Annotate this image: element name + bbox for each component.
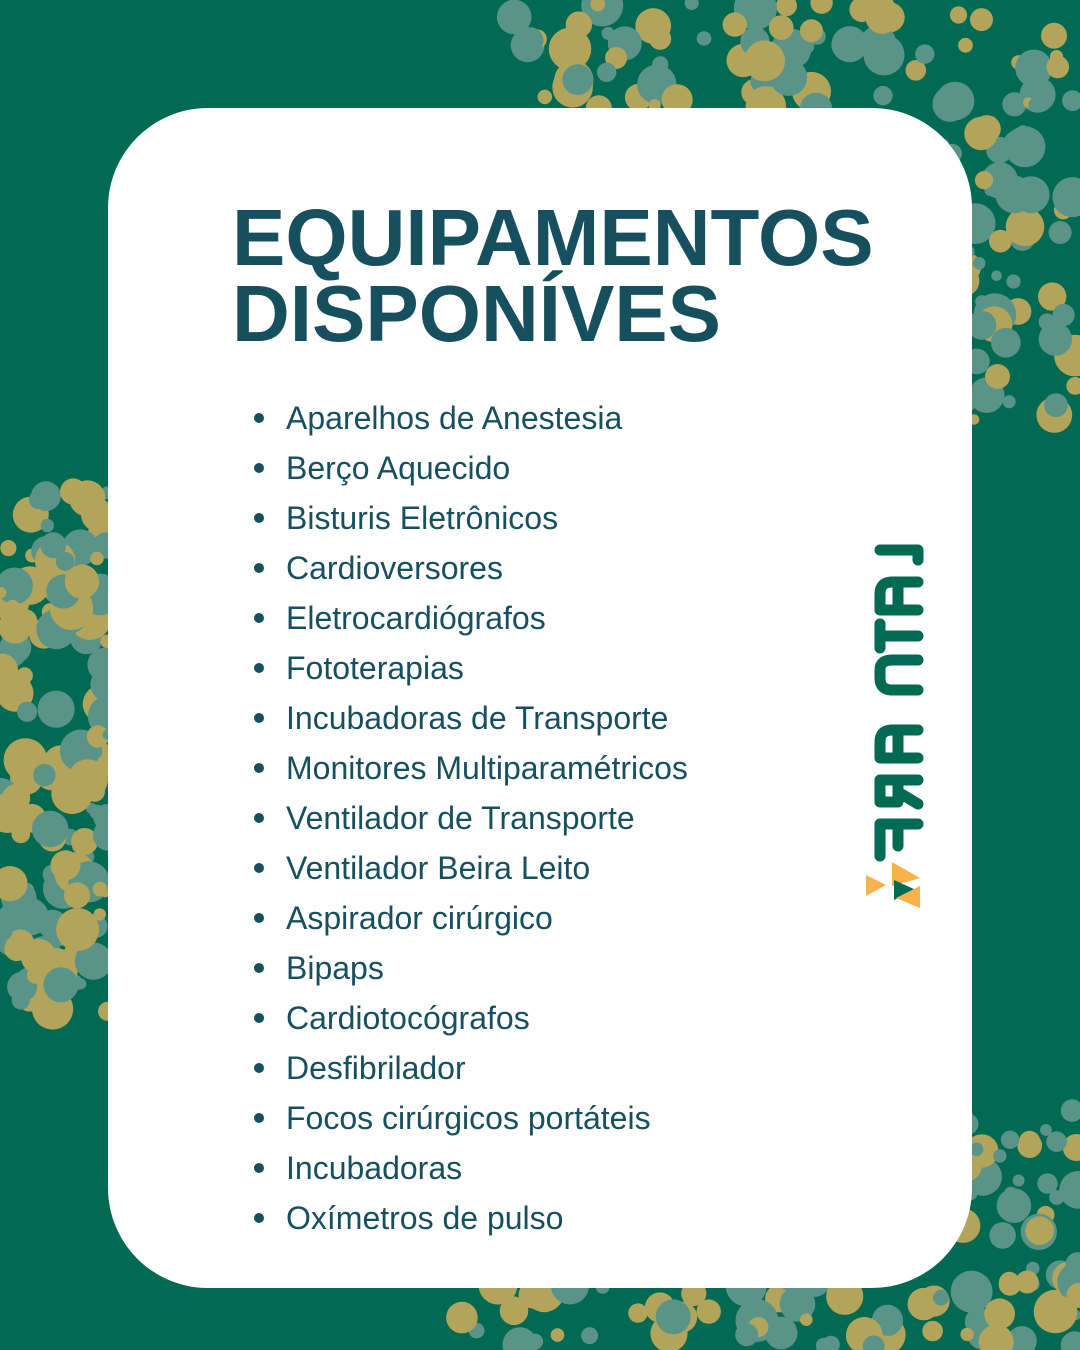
list-item-label: Oxímetros de pulso — [286, 1200, 564, 1236]
list-item-label: Cardiotocógrafos — [286, 1000, 530, 1036]
decor-dot — [446, 1302, 478, 1334]
decor-dot — [800, 19, 823, 42]
decor-dot — [649, 28, 671, 50]
list-item-label: Focos cirúrgicos portáteis — [286, 1100, 651, 1136]
decor-dot — [652, 56, 668, 72]
decor-dot — [1044, 393, 1068, 417]
decor-dot — [1006, 274, 1020, 288]
decor-dot — [41, 519, 54, 532]
fractal-logo — [858, 540, 928, 910]
list-item — [254, 993, 688, 1043]
decor-dot — [991, 328, 1021, 358]
list-item — [254, 393, 688, 443]
decor-dot — [975, 171, 993, 189]
decor-dot — [93, 882, 108, 897]
decor-dot — [45, 487, 61, 503]
bullet-icon — [254, 463, 264, 473]
decor-dot — [983, 1166, 1001, 1184]
list-item-label: Incubadoras — [286, 1150, 463, 1186]
list-item-label: Incubadoras de Transporte — [286, 700, 669, 736]
list-item — [254, 1043, 688, 1093]
decor-dot — [1013, 1175, 1025, 1187]
list-item-label: Bisturis Eletrônicos — [286, 500, 559, 536]
title-line-2: DISPONÍVES — [232, 269, 722, 358]
decor-dot — [985, 364, 1010, 389]
decor-dot — [973, 257, 986, 270]
decor-dot — [1046, 1131, 1067, 1152]
list-item-label: Aparelhos de Anestesia — [286, 400, 623, 436]
decor-dot — [800, 1313, 813, 1326]
decor-dot — [922, 1321, 943, 1342]
list-item — [254, 643, 688, 693]
decor-dot — [958, 38, 973, 53]
bullet-icon — [254, 1013, 264, 1023]
decor-dot — [503, 1327, 538, 1350]
decor-dot — [1034, 1295, 1071, 1332]
decor-dot — [697, 31, 712, 46]
page-title — [232, 193, 912, 358]
bullet-icon — [254, 713, 264, 723]
decor-dot — [735, 1323, 758, 1346]
decor-dot — [964, 117, 997, 150]
bullet-icon — [254, 763, 264, 773]
decor-dot — [1039, 322, 1072, 355]
list-item — [254, 593, 688, 643]
decor-dot — [970, 1143, 983, 1156]
decor-dot — [810, 0, 832, 14]
decor-dot — [0, 540, 16, 556]
decor-dot — [41, 694, 67, 720]
decor-dot — [995, 176, 1033, 214]
decor-dot — [865, 0, 899, 34]
decor-dot — [769, 15, 794, 40]
list-item-label: Fototerapias — [286, 650, 464, 686]
equipment-list — [254, 393, 688, 1243]
list-item — [254, 943, 688, 993]
bullet-icon — [254, 863, 264, 873]
decor-dot — [69, 480, 105, 516]
list-item — [254, 543, 688, 593]
list-item-label: Ventilador de Transporte — [286, 800, 635, 836]
list-item-label: Ventilador Beira Leito — [286, 850, 591, 886]
decor-dot — [873, 86, 892, 105]
decor-dot — [1066, 377, 1080, 395]
decor-dot — [744, 41, 785, 82]
decor-dot — [602, 27, 615, 40]
decor-dot — [1047, 56, 1070, 79]
decor-dot — [984, 1298, 1015, 1329]
decor-dot — [1049, 221, 1072, 244]
decor-dot — [723, 12, 747, 36]
decor-dot — [915, 44, 934, 63]
decor-dot — [970, 8, 993, 31]
decor-dot — [82, 874, 93, 885]
decor-dot — [597, 63, 616, 82]
decor-dot — [832, 41, 847, 56]
list-item — [254, 693, 688, 743]
decor-dot — [1041, 23, 1067, 49]
bullet-icon — [254, 513, 264, 523]
decor-dot — [989, 1222, 1016, 1249]
decor-dot — [776, 0, 797, 16]
decor-dot — [1003, 395, 1016, 408]
decor-dot — [64, 882, 90, 908]
decor-dot — [70, 916, 84, 930]
list-item-label: Cardioversores — [286, 550, 503, 586]
decor-dot — [581, 1327, 598, 1344]
decor-dot — [1002, 92, 1026, 116]
decor-dot — [1009, 1193, 1030, 1214]
bullet-icon — [254, 663, 264, 673]
decor-dot — [1061, 1331, 1080, 1350]
list-item-label: Desfibrilador — [286, 1050, 466, 1086]
bullet-icon — [254, 563, 264, 573]
bullet-icon — [254, 1213, 264, 1223]
decor-dot — [1001, 1131, 1019, 1149]
decor-dot — [33, 764, 55, 786]
list-item — [254, 893, 688, 943]
decor-dot — [933, 1290, 949, 1306]
list-item-label: Aspirador cirúrgico — [286, 900, 553, 936]
decor-dot — [989, 230, 1012, 253]
list-item — [254, 743, 688, 793]
bullet-icon — [254, 1113, 264, 1123]
decor-dot — [999, 1272, 1020, 1293]
list-item-label: Eletrocardiógrafos — [286, 600, 546, 636]
title-line-1: EQUIPAMENTOS — [232, 193, 874, 282]
fractal-triangles-icon — [866, 862, 920, 908]
decor-dot — [1004, 126, 1045, 167]
decor-dot — [1059, 1171, 1080, 1209]
decor-dot — [27, 967, 44, 984]
decor-dot — [993, 1149, 1006, 1162]
decor-dot — [32, 811, 68, 847]
bullet-icon — [254, 613, 264, 623]
decor-dot — [1062, 90, 1080, 111]
decor-dot — [628, 1303, 647, 1322]
decor-dot — [51, 850, 81, 880]
decor-dot — [656, 1299, 691, 1334]
list-item — [254, 843, 688, 893]
decor-dot — [51, 773, 92, 814]
bullet-icon — [254, 413, 264, 423]
decor-dot — [538, 90, 553, 105]
list-item-label: Berço Aquecido — [286, 450, 511, 486]
decor-dot — [551, 1328, 565, 1342]
list-item — [254, 1193, 688, 1243]
list-item-label: Monitores Multiparamétricos — [286, 750, 688, 786]
decor-dot — [1019, 1131, 1040, 1152]
decor-dot — [1061, 1099, 1080, 1122]
decor-dot — [1049, 1190, 1064, 1205]
list-item — [254, 1093, 688, 1143]
decor-dot — [566, 11, 592, 37]
list-item — [254, 443, 688, 493]
list-item-label: Bipaps — [286, 950, 384, 986]
decor-dot — [765, 1317, 798, 1350]
decor-dot — [991, 271, 1002, 282]
decor-dot — [56, 552, 75, 571]
decor-dot — [6, 600, 20, 614]
decor-dot — [932, 86, 967, 121]
decor-dot — [1025, 1216, 1054, 1245]
list-item — [254, 793, 688, 843]
decor-dot — [1029, 98, 1043, 112]
bullet-icon — [254, 963, 264, 973]
decor-dot — [950, 6, 967, 23]
decor-dot — [685, 0, 699, 10]
fractal-wordmark — [880, 550, 918, 856]
decor-dot — [975, 295, 988, 308]
list-item — [254, 1143, 688, 1193]
decor-dot — [43, 967, 78, 1002]
list-item — [254, 493, 688, 543]
bullet-icon — [254, 813, 264, 823]
bullet-icon — [254, 913, 264, 923]
decor-dot — [517, 27, 544, 54]
decor-dot — [562, 64, 593, 95]
decor-dot — [90, 552, 104, 566]
decor-dot — [960, 1328, 973, 1341]
bullet-icon — [254, 1063, 264, 1073]
decor-dot — [17, 702, 37, 722]
bullet-icon — [254, 1163, 264, 1173]
decor-dot — [4, 936, 29, 961]
